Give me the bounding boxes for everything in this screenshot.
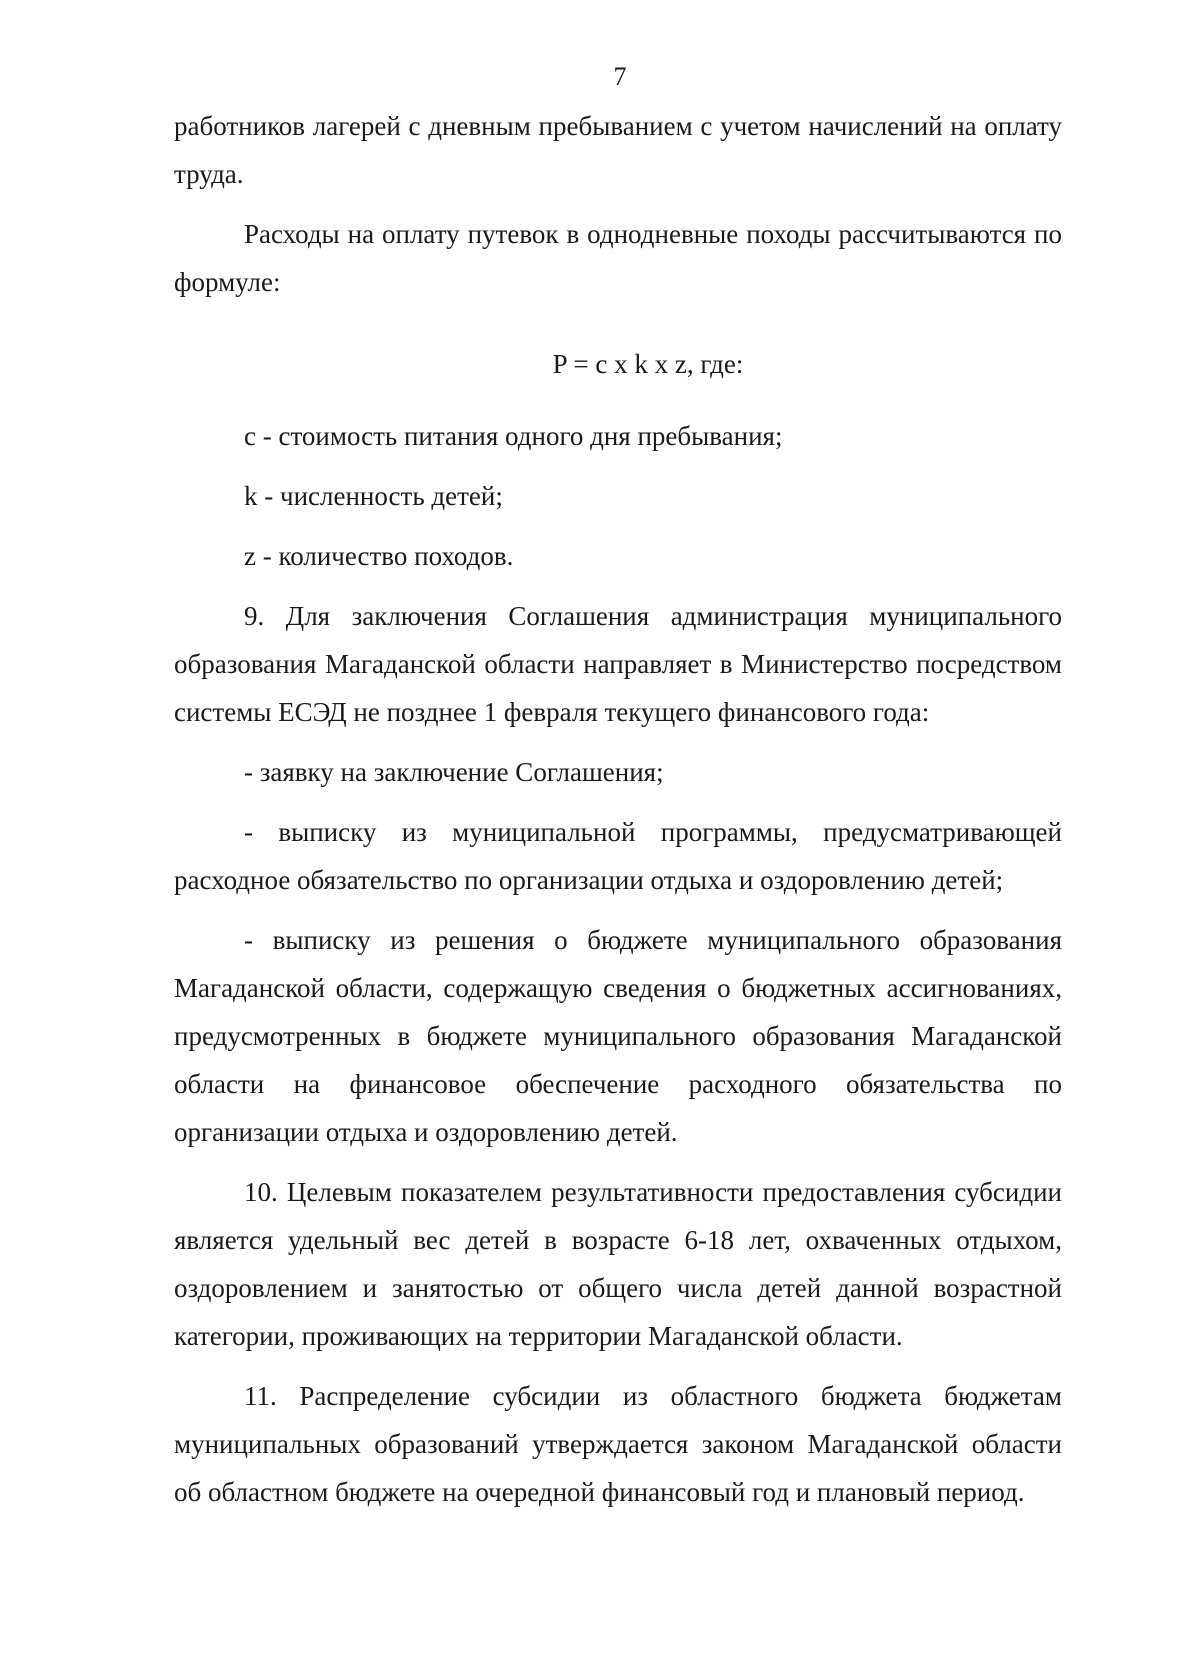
paragraph-travel-costs: Расходы на оплату путевок в однодневные походы рассчитываются по формуле: xyxy=(174,219,1062,297)
paragraph-clause-9: 9. Для заключения Соглашения администрация муниципального образования Магаданской области направляет в Министерство посредством системы ЕСЭД не позднее 1 февраля текущего финансового года: xyxy=(174,601,1062,727)
document-body xyxy=(174,102,1062,1528)
formula: P = c x k x z, где: xyxy=(552,349,744,379)
paragraph-continuation: работников лагерей с дневным пребыванием с учетом начислений на оплату труда. xyxy=(174,111,1062,189)
list-item-budget-extract: - выписку из решения о бюджете муниципального образования Магаданской области, содержащую сведения о бюджетных ассигнованиях, предусмотренных в бюджете муниципального образования Магаданской области на финансовое обеспечение расходного обязательства по организации отдыха и оздоровлению детей. xyxy=(174,925,1062,1147)
list-item-program-extract: - выписку из муниципальной программы, предусматривающей расходное обязательство по организации отдыха и оздоровлению детей; xyxy=(174,817,1062,895)
page-number: 7 xyxy=(613,62,627,91)
variable-z-definition: z - количество походов. xyxy=(244,541,514,571)
list-item-application: - заявку на заключение Соглашения; xyxy=(244,757,664,787)
variable-k-definition: k - численность детей; xyxy=(244,481,503,511)
paragraph-clause-10: 10. Целевым показателем результативности предоставления субсидии является удельный вес детей в возрасте 6-18 лет, охваченных отдыхом, оздоровлением и занятостью от общего числа детей данной возрастной категории, проживающих на территории Магаданской области. xyxy=(174,1177,1062,1351)
paragraph-clause-11: 11. Распределение субсидии из областного бюджета бюджетам муниципальных образований утверждается законом Магаданской области об областном бюджете на очередной финансовый год и плановый период. xyxy=(174,1381,1062,1507)
variable-c-definition: c - стоимость питания одного дня пребывания; xyxy=(244,421,783,451)
